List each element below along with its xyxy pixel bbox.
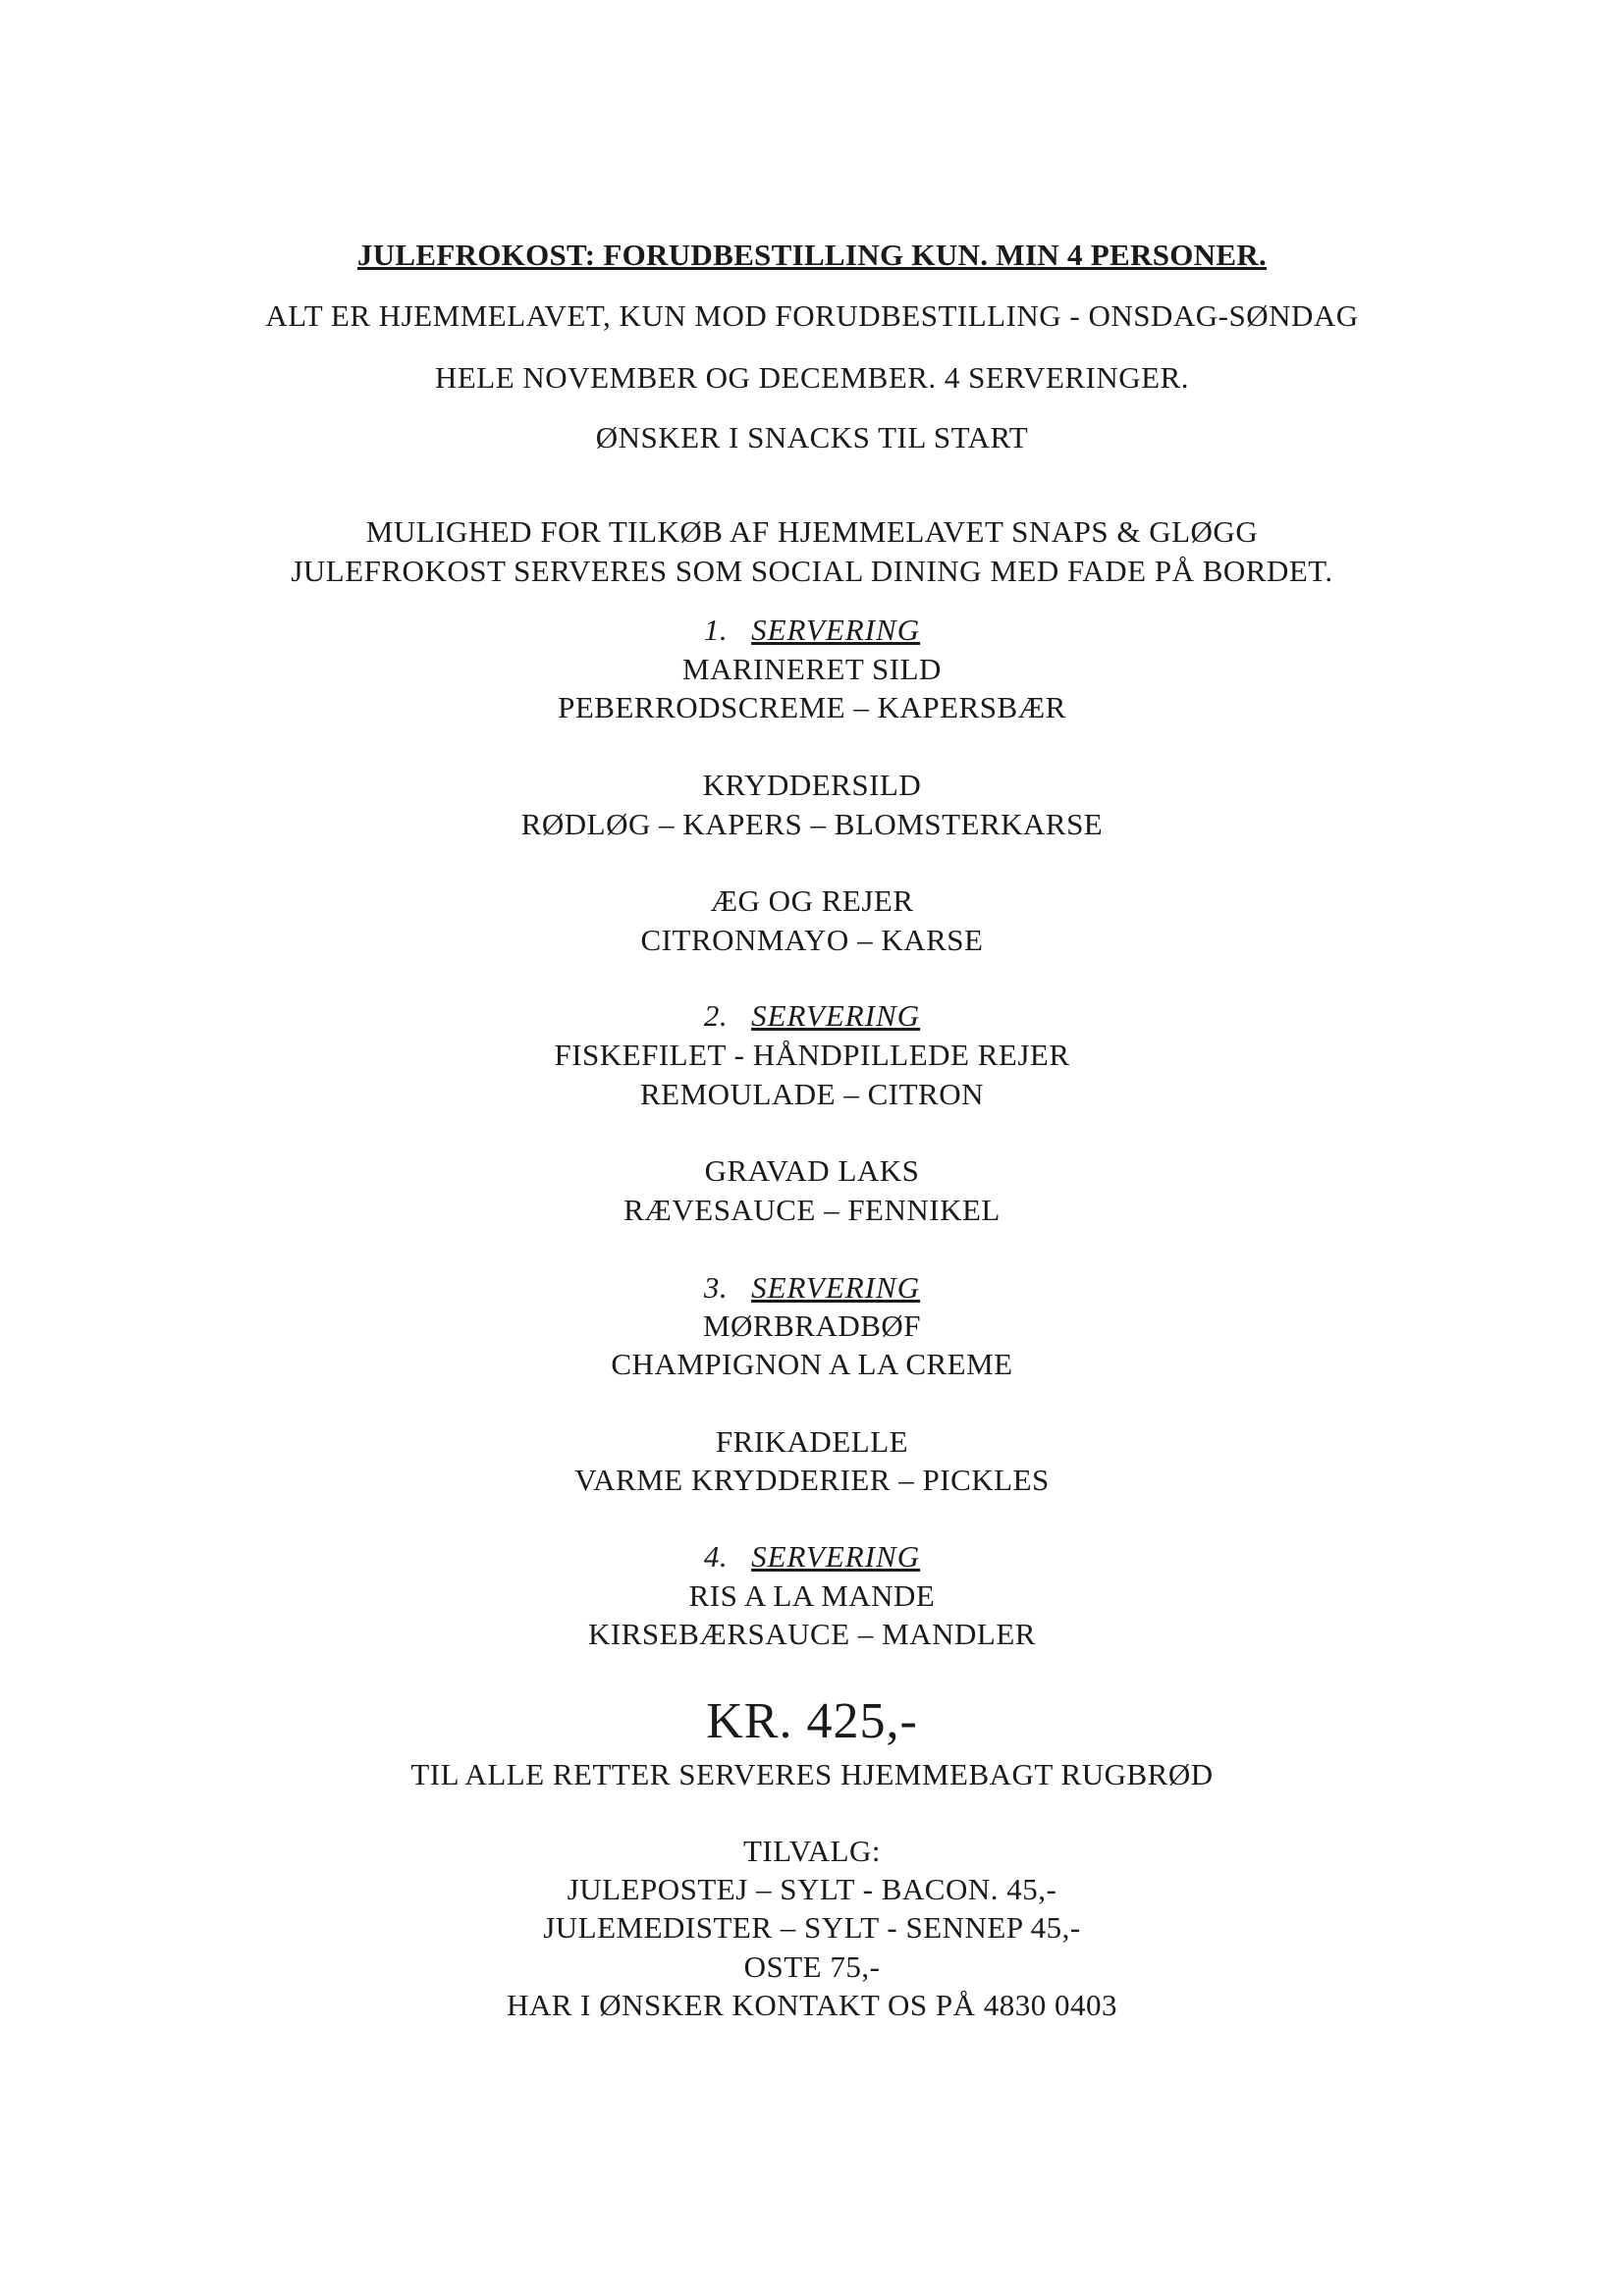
course-heading (0, 611, 1624, 650)
intro-line: ØNSKER I SNACKS TIL START (595, 420, 1029, 454)
course-label: SERVERING (751, 1539, 921, 1574)
course-number: 2. (703, 998, 729, 1033)
dish-accompaniment: CHAMPIGNON A LA CREME (611, 1347, 1013, 1381)
course-heading (0, 1268, 1624, 1308)
dish-name: FISKEFILET - HÅNDPILLEDE REJER (554, 1038, 1070, 1072)
course-number: 3. (703, 1270, 729, 1305)
dish-name: MØRBRADBØF (702, 1308, 922, 1343)
price: KR. 425,- (706, 1693, 918, 1749)
dish-accompaniment: PEBERRODSCREME – KAPERSBÆR (558, 690, 1066, 724)
contact-line: HAR I ØNSKER KONTAKT OS PÅ 4830 0403 (506, 1988, 1118, 2022)
dish-name: GRAVAD LAKS (704, 1153, 920, 1188)
course-heading (0, 1537, 1624, 1576)
extra-item: JULEMEDISTER – SYLT - SENNEP 45,- (543, 1910, 1081, 1945)
dish-name: KRYDDERSILD (702, 768, 922, 802)
dish-accompaniment: RØDLØG – KAPERS – BLOMSTERKARSE (520, 807, 1104, 841)
dish-name: FRIKADELLE (715, 1424, 909, 1459)
dish-name: MARINERET SILD (682, 652, 942, 686)
menu-title: JULEFROKOST: FORUDBESTILLING KUN. MIN 4 PERSONER. (356, 238, 1268, 272)
course-label: SERVERING (751, 613, 921, 647)
extra-item: OSTE 75,- (743, 1949, 881, 1984)
dish-accompaniment: VARME KRYDDERIER – PICKLES (574, 1463, 1050, 1497)
note-line: MULIGHED FOR TILKØB AF HJEMMELAVET SNAPS & GLØGG (365, 514, 1259, 549)
dish-accompaniment: KIRSEBÆRSAUCE – MANDLER (588, 1617, 1036, 1651)
course-heading (0, 996, 1624, 1036)
intro-line: HELE NOVEMBER OG DECEMBER. 4 SERVERINGER. (434, 360, 1190, 395)
extras-heading: TILVALG: (742, 1834, 882, 1868)
course-label: SERVERING (751, 998, 921, 1033)
dish-name: ÆG OG REJER (710, 883, 914, 918)
course-number: 4. (703, 1539, 729, 1574)
dish-accompaniment: REMOULADE – CITRON (640, 1077, 984, 1111)
course-label: SERVERING (751, 1270, 921, 1305)
dish-accompaniment: CITRONMAYO – KARSE (640, 923, 984, 957)
course-number: 1. (703, 613, 729, 647)
intro-line: ALT ER HJEMMELAVET, KUN MOD FORUDBESTILLING - ONSDAG-SØNDAG (265, 298, 1359, 333)
extra-item: JULEPOSTEJ – SYLT - BACON. 45,- (567, 1872, 1057, 1906)
dish-name: RIS A LA MANDE (688, 1578, 936, 1613)
price-note: TIL ALLE RETTER SERVERES HJEMMEBAGT RUGBRØD (410, 1757, 1214, 1791)
note-line: JULEFROKOST SERVERES SOM SOCIAL DINING MED FADE PÅ BORDET. (291, 554, 1333, 588)
dish-accompaniment: RÆVESAUCE – FENNIKEL (623, 1193, 1001, 1227)
